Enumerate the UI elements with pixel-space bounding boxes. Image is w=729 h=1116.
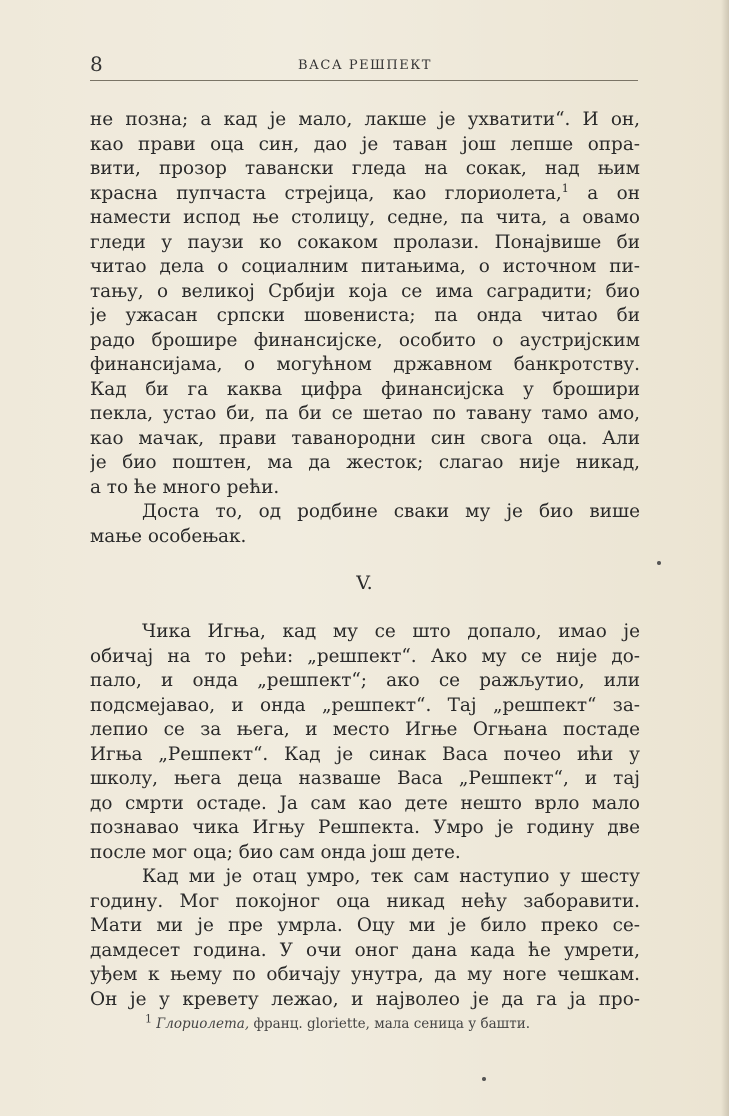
text-line: пекла, устао би, па би се шетао по тавану тамо амо, bbox=[90, 403, 640, 424]
page-edge-shadow bbox=[721, 0, 729, 1116]
text-line: радо брошире финансијске, особито о аустријским bbox=[90, 329, 640, 351]
section-2-text bbox=[90, 620, 640, 1012]
page-number: 8 bbox=[90, 52, 103, 76]
text-line: годину. Мог покојног оца никад нећу заборавити. bbox=[90, 890, 640, 912]
text-line: мање особењак. bbox=[90, 525, 247, 547]
text-line: Он је у кревету лежао, и најволео је да га ја про- bbox=[90, 988, 640, 1010]
text-line-with-footnote bbox=[90, 182, 640, 207]
text-line: дамдесет година. У очи оног дана када ће умрети, bbox=[90, 939, 640, 961]
running-head: ВАСА РЕШПЕКТ bbox=[298, 58, 432, 73]
ink-speck bbox=[482, 1077, 486, 1081]
text-line: тању, о великој Србији која се има саградити; био bbox=[90, 280, 640, 302]
text-line: читао дела о социалним питањима, о источном пи- bbox=[90, 256, 640, 277]
section-1-text bbox=[90, 108, 640, 549]
text-line: је био поштен, ма да жесток; слагао није никад, bbox=[90, 452, 640, 473]
text-line: Мати ми је пре умрла. Оцу ми је било преко се- bbox=[90, 915, 640, 936]
text-line: је ужасан српски шовениста; па онда читао би bbox=[90, 305, 640, 326]
text-fragment: а он bbox=[568, 182, 640, 204]
text-line: гледи у паузи ко сокаком пролази. Понајвише би bbox=[90, 231, 640, 253]
footnote bbox=[145, 1012, 645, 1032]
page-header bbox=[90, 52, 638, 81]
text-line: Кад ми је отац умро, тек сам наступио у шесту bbox=[142, 866, 640, 887]
text-line: као мачак, прави таванородни син свога оца. Али bbox=[90, 427, 640, 449]
text-fragment: красна пупчаста стрејица, као глориолета, bbox=[90, 182, 562, 204]
text-line: финансијама, о могућном државном банкротству. bbox=[90, 354, 640, 375]
text-line: после мог оца; био сам онда још дете. bbox=[90, 841, 461, 863]
text-line: вити, прозор тавански гледа на сокак, над њим bbox=[90, 158, 640, 179]
text-line: Доста то, од родбине сваки му је био више bbox=[142, 501, 640, 522]
footnote-text: франц. gloriette, мала сеница у башти. bbox=[249, 1016, 530, 1032]
text-line: обичај на то рећи: „решпект“. Ако му се није до- bbox=[90, 645, 640, 667]
text-line: лепио се за њега, и место Игње Огњана постаде bbox=[90, 719, 640, 740]
text-line: школу, њега деца назваше Васа „Решпект“, и тај bbox=[90, 768, 640, 789]
text-line: намести испод ње столицу, седне, па чита, а овамо bbox=[90, 207, 640, 228]
text-line: не позна; а кад је мало, лакше је ухватити“. И он, bbox=[90, 109, 640, 130]
ink-speck bbox=[657, 561, 661, 565]
text-line: пало, и онда „решпект“; ако се ражљутио, или bbox=[90, 670, 640, 691]
footnote-number: 1 bbox=[145, 1012, 152, 1026]
text-line: као прави оца син, дао је таван још лепше опра- bbox=[90, 133, 640, 155]
footnote-marker: 1 bbox=[561, 181, 569, 195]
text-line: познавао чика Игњу Решпекта. Умро је годину две bbox=[90, 817, 640, 838]
text-line: Кад би га каква цифра финансијска у брошири bbox=[90, 378, 640, 400]
text-line: Игња „Решпект“. Кад је синак Васа почео ићи у bbox=[90, 743, 640, 765]
text-line: подсмејавао, и онда „решпект“. Тај „решпект“ за- bbox=[90, 694, 640, 716]
text-line: а то ће много рећи. bbox=[90, 476, 280, 498]
text-line: Чика Игња, кад му се што допало, имао је bbox=[142, 621, 640, 642]
text-line: до смрти остаде. Ја сам као дете нешто врло мало bbox=[90, 792, 640, 814]
section-heading: V. bbox=[356, 572, 373, 594]
footnote-term: Глориолета, bbox=[156, 1016, 250, 1032]
text-line: уђем к њему по обичају унутра, да му ноге чешкам. bbox=[90, 964, 640, 985]
